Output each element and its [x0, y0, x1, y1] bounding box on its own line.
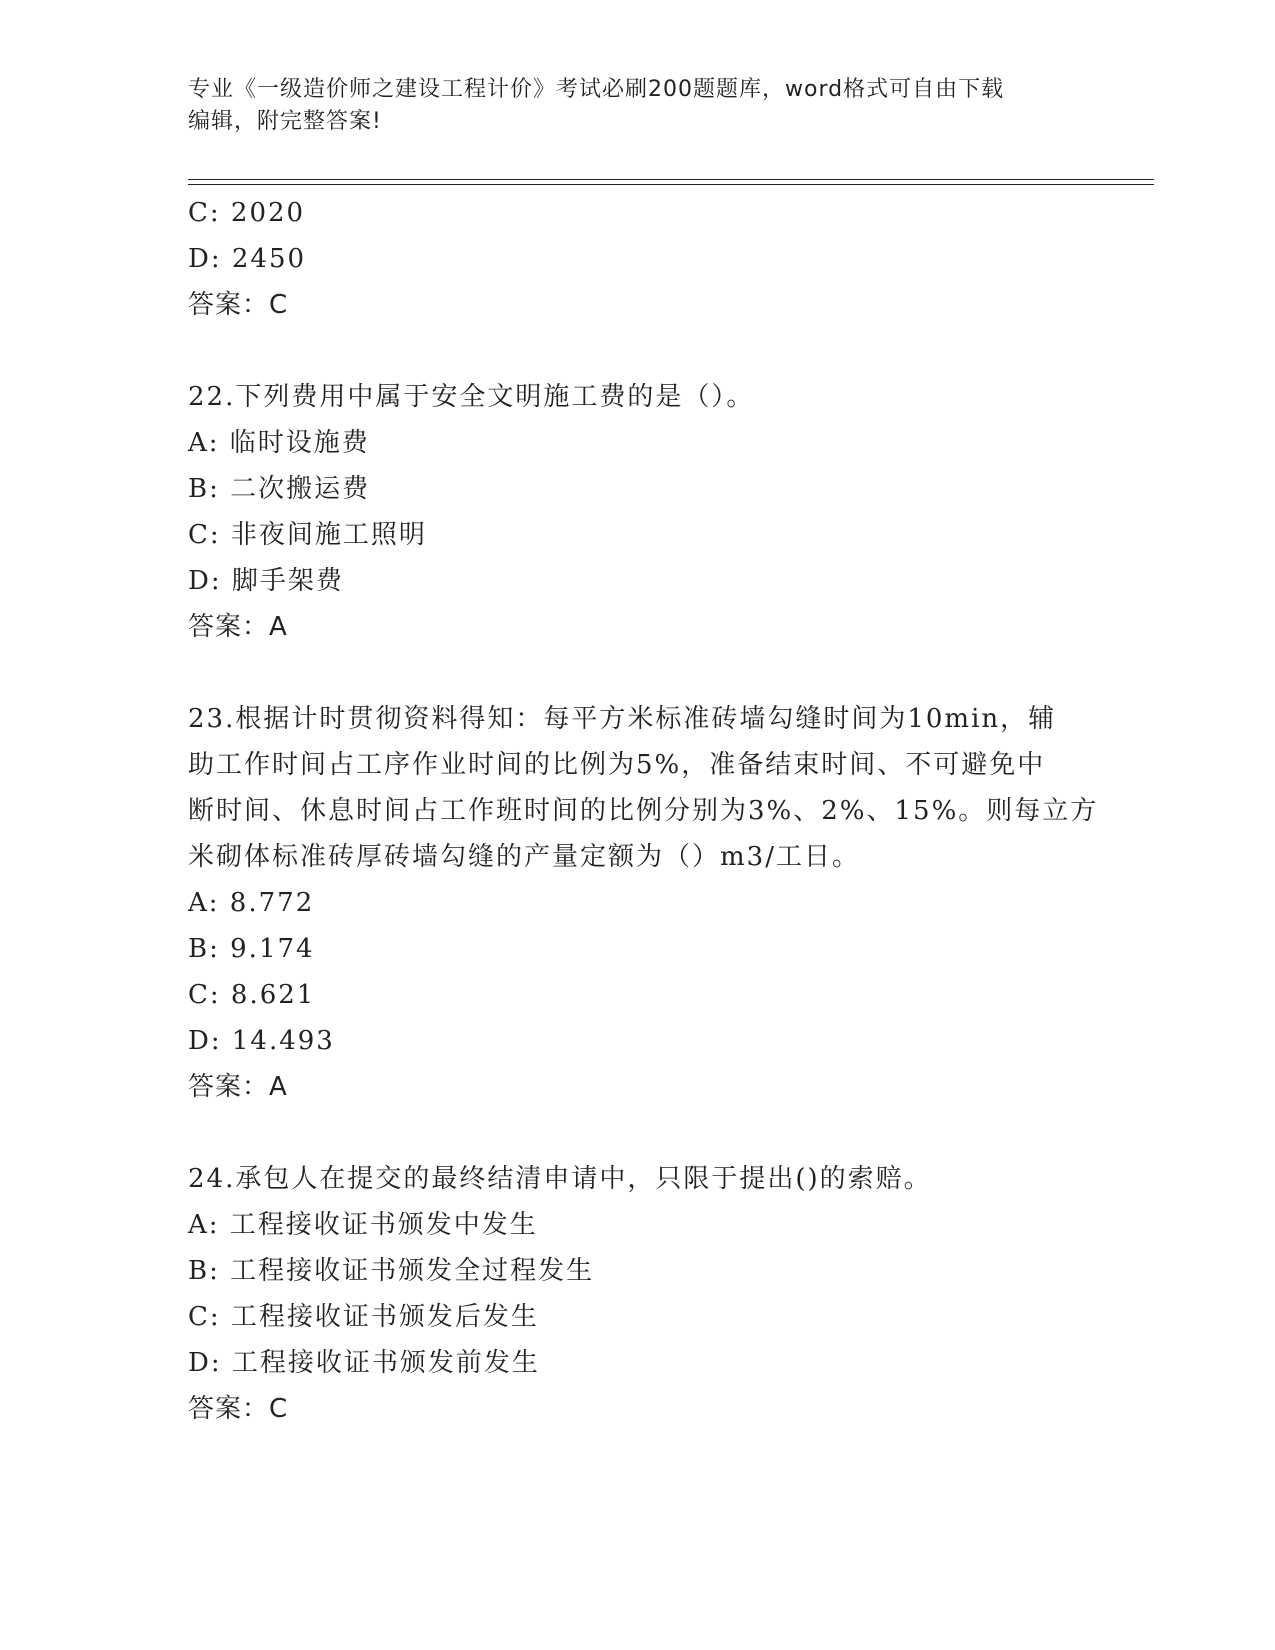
header-line: 专业《一级造价师之建设工程计价》考试必刷200题题库，word格式可自由下载 [188, 77, 1005, 102]
option-a: A: 工程接收证书颁发中发生 [188, 1210, 538, 1240]
option-d: D: 2450 [188, 244, 307, 274]
option-a: A: 8.772 [188, 888, 315, 918]
question-text-line: 22.下列费用中属于安全文明施工费的是（）。 [188, 382, 755, 412]
option-c: C: 非夜间施工照明 [188, 520, 427, 550]
spacer [188, 328, 1088, 374]
spacer [188, 650, 1088, 696]
question-text-line: 助工作时间占工序作业时间的比例为5%，准备结束时间、不可避免中 [188, 750, 1046, 780]
question-text [188, 374, 1088, 420]
option-c: C: 8.621 [188, 980, 316, 1010]
spacer [188, 1110, 1088, 1156]
header-divider-top [188, 179, 1154, 180]
option-d: D: 脚手架费 [188, 566, 344, 596]
question-text [188, 696, 1099, 880]
question-partial [188, 190, 1088, 328]
option-c: C: 工程接收证书颁发后发生 [188, 1302, 539, 1332]
question-text [188, 1156, 1088, 1202]
question-text-line: 断时间、休息时间占工作班时间的比例分别为3%、2%、15%。则每立方 [188, 796, 1099, 826]
answer-line: 答案：A [188, 1072, 288, 1102]
option-b: B: 工程接收证书颁发全过程发生 [188, 1256, 595, 1286]
question-text-line: 24.承包人在提交的最终结清申请中，只限于提出()的索赔。 [188, 1164, 932, 1194]
header-line: 编辑，附完整答案! [188, 109, 382, 134]
option-a: A: 临时设施费 [188, 428, 370, 458]
question-24 [188, 1156, 1088, 1432]
header-divider-bottom [188, 184, 1154, 185]
option-d: D: 14.493 [188, 1026, 335, 1056]
question-text-line: 米砌体标准砖厚砖墙勾缝的产量定额为（）m3/工日。 [188, 842, 860, 872]
answer-line: 答案：C [188, 1394, 289, 1424]
question-22 [188, 374, 1088, 650]
option-c: C: 2020 [188, 198, 306, 228]
option-d: D: 工程接收证书颁发前发生 [188, 1348, 540, 1378]
answer-line: 答案：A [188, 612, 288, 642]
answer-line: 答案：C [188, 290, 289, 320]
option-b: B: 9.174 [188, 934, 315, 964]
question-text-line: 23.根据计时贯彻资料得知：每平方米标准砖墙勾缝时间为10min，辅 [188, 704, 1057, 734]
option-b: B: 二次搬运费 [188, 474, 371, 504]
question-23 [188, 696, 1099, 1110]
document-body [188, 190, 1099, 1432]
document-header [188, 74, 1088, 138]
